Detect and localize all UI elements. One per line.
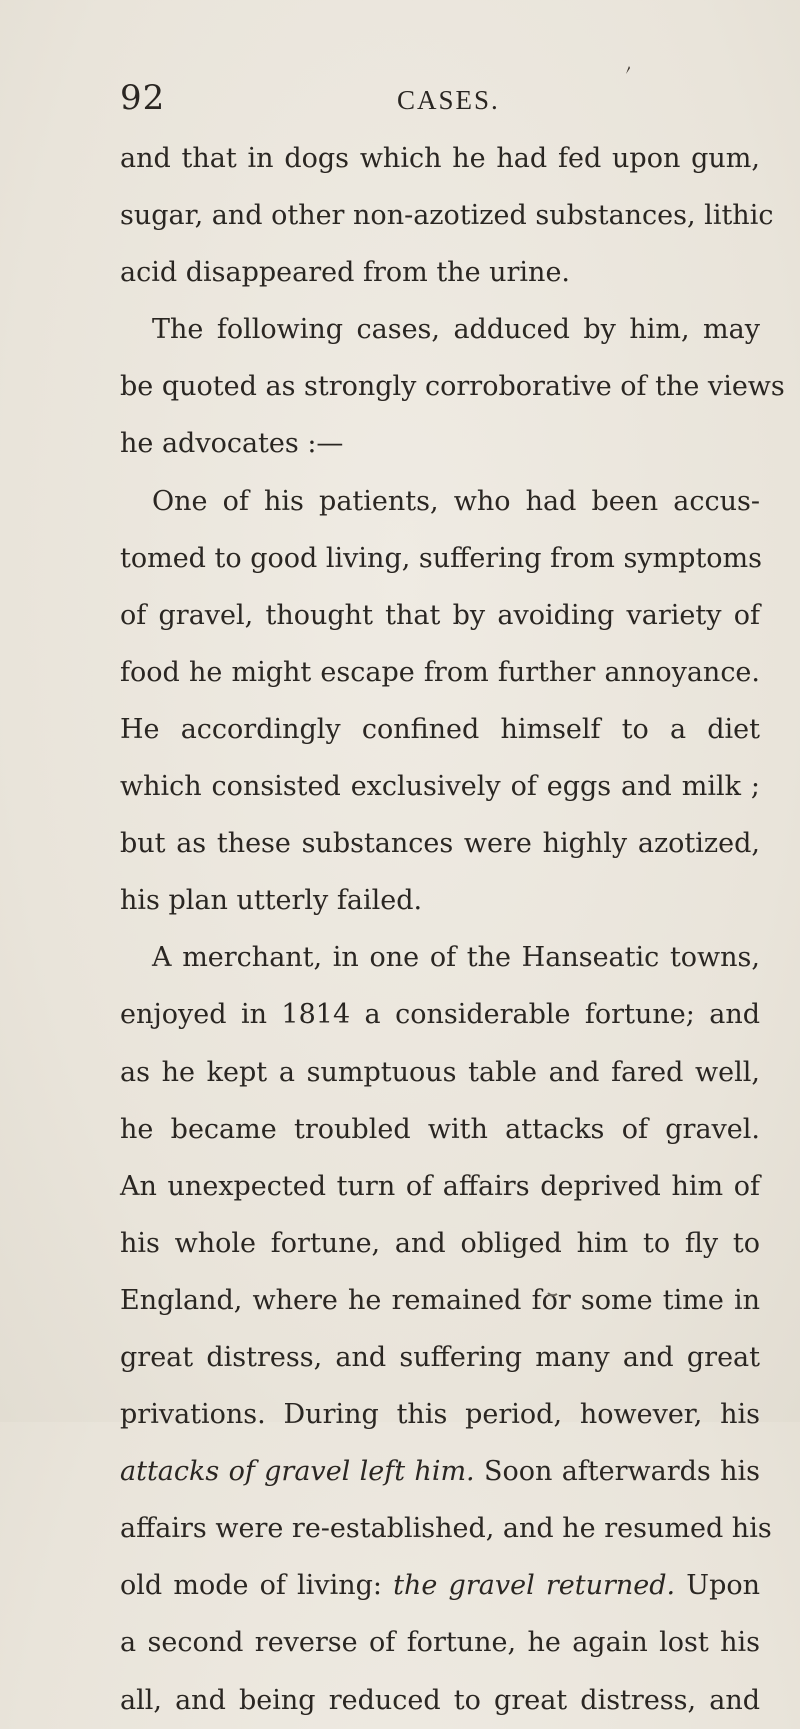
text-line: A merchant, in one of the Hanseatic towns, bbox=[152, 942, 760, 974]
text-segment: Upon bbox=[675, 1570, 760, 1602]
text-line: but as these substances were highly azotized, bbox=[120, 828, 760, 860]
page-header bbox=[120, 78, 760, 128]
text-line: as he kept a sumptuous table and fared well, bbox=[120, 1056, 760, 1088]
text-line: which consisted exclusively of eggs and milk ; bbox=[120, 771, 760, 803]
text-line: The following cases, adduced by him, may bbox=[152, 314, 760, 346]
running-head: CASES. bbox=[397, 85, 500, 115]
text-line: affairs were re-established, and he resumed his bbox=[120, 1513, 772, 1545]
text-line: An unexpected turn of affairs deprived him of bbox=[120, 1170, 760, 1202]
text-line: he advocates :— bbox=[120, 428, 344, 460]
body-text bbox=[120, 130, 785, 1729]
text-line: of gravel, thought that by avoiding variety of bbox=[120, 599, 760, 631]
text-line: acid disappeared from the urine. bbox=[120, 257, 571, 289]
text-line: England, where he remained for some time in bbox=[120, 1284, 760, 1316]
text-line: food he might escape from further annoyance. bbox=[120, 656, 760, 688]
text-line: privations. During this period, however, his bbox=[120, 1399, 760, 1431]
text-line: his plan utterly failed. bbox=[120, 885, 423, 917]
italic-phrase: attacks of gravel left him. bbox=[120, 1456, 475, 1488]
text-line: enjoyed in 1814 a considerable fortune; and bbox=[120, 999, 760, 1031]
text-line: all, and being reduced to great distress, and bbox=[120, 1684, 760, 1716]
text-segment: Soon afterwards his bbox=[474, 1456, 760, 1488]
text-line: He accordingly confined himself to a diet bbox=[120, 713, 760, 745]
text-line: and that in dogs which he had fed upon gum, bbox=[120, 143, 760, 174]
text-line: great distress, and suffering many and great bbox=[120, 1341, 760, 1373]
ink-speck bbox=[626, 66, 630, 74]
text-line: tomed to good living, suffering from symptoms bbox=[120, 542, 763, 574]
italic-phrase: the gravel returned. bbox=[393, 1570, 676, 1602]
text-line: be quoted as strongly corroborative of the views bbox=[120, 371, 785, 403]
page-number: 92 bbox=[120, 78, 166, 118]
text-line bbox=[120, 1443, 760, 1500]
text-line bbox=[120, 1557, 760, 1614]
text-line: his whole fortune, and obliged him to fly to bbox=[120, 1227, 760, 1259]
text-line: he became troubled with attacks of gravel. bbox=[120, 1113, 760, 1145]
text-line: One of his patients, who had been accus- bbox=[152, 485, 760, 517]
text-line: sugar, and other non-azotized substances, lithic bbox=[120, 200, 774, 232]
text-line: a second reverse of fortune, he again lost his bbox=[120, 1627, 760, 1659]
text-segment: old mode of living: bbox=[120, 1570, 394, 1602]
